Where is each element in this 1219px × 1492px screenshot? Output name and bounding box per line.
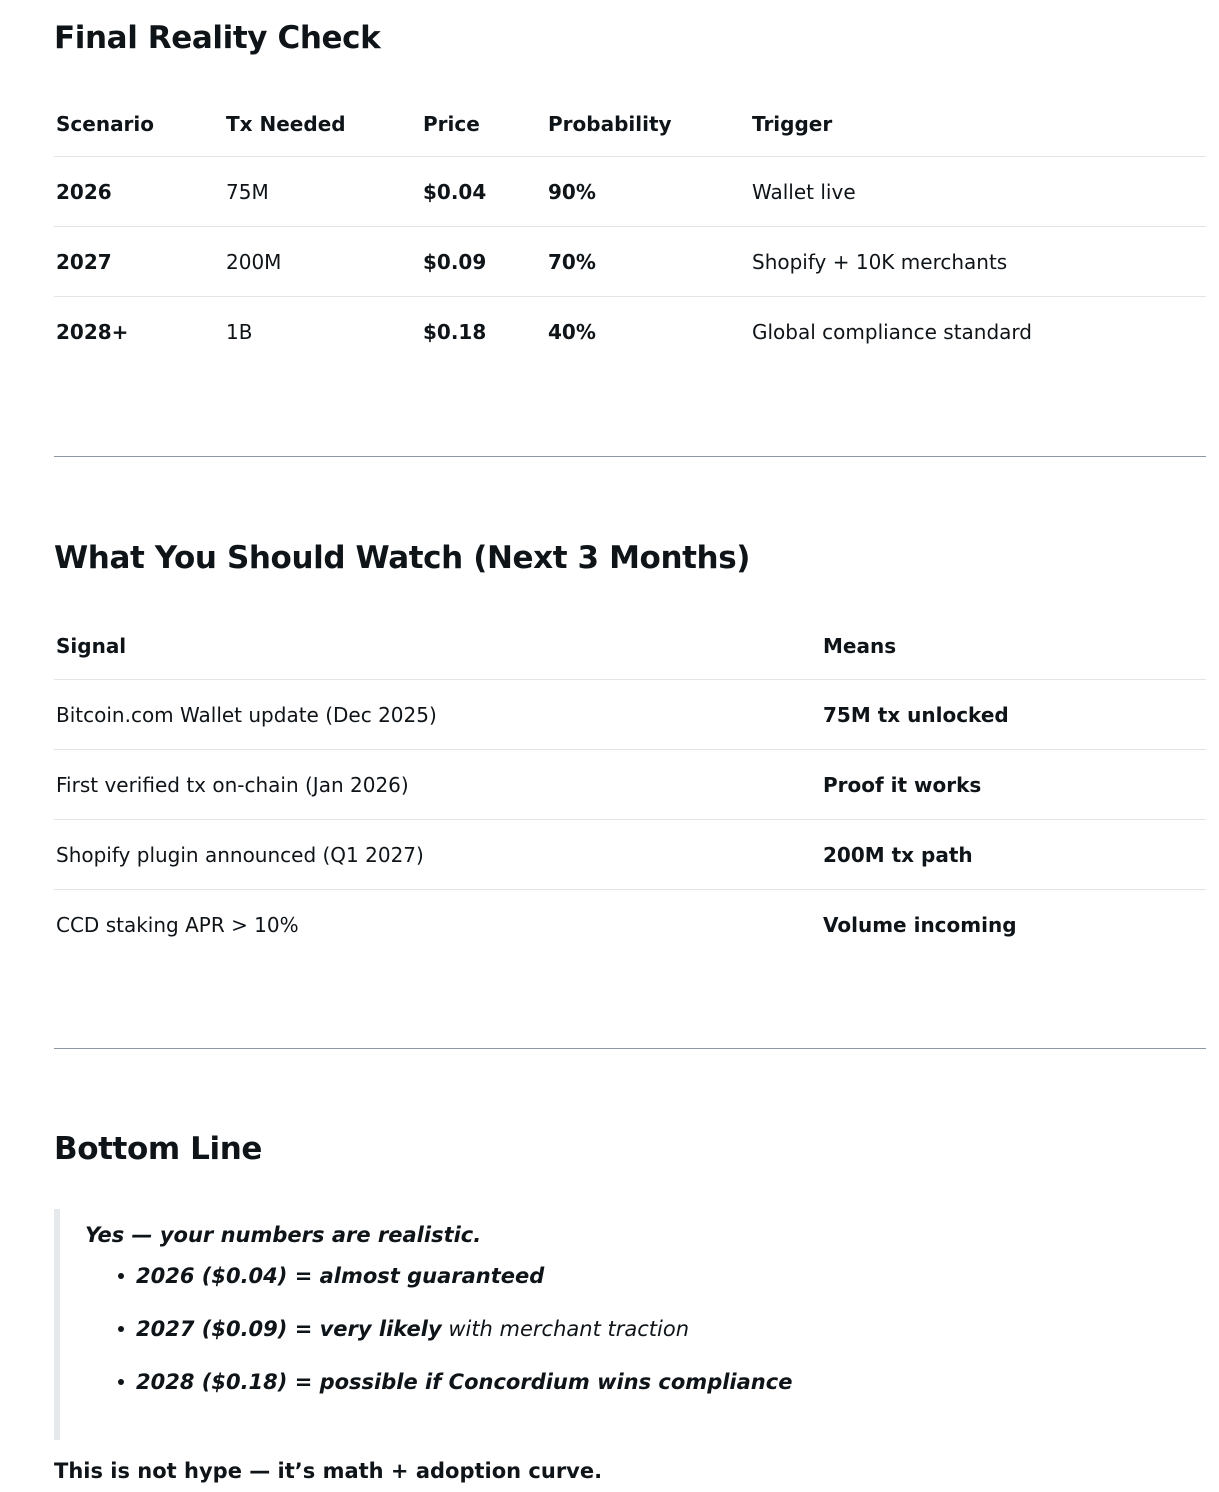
tx-needed-cell: 75M bbox=[226, 179, 269, 204]
final-reality-check-section bbox=[54, 18, 1206, 366]
signal-cell: Shopify plugin announced (Q1 2027) bbox=[56, 842, 424, 867]
column-header-trigger: Trigger bbox=[752, 111, 833, 136]
trigger-cell: Shopify + 10K merchants bbox=[752, 249, 1008, 274]
means-cell: Volume incoming bbox=[823, 912, 1017, 937]
table-row bbox=[54, 820, 1206, 890]
trigger-cell: Wallet live bbox=[752, 179, 856, 204]
price-cell: $0.09 bbox=[423, 249, 487, 274]
list-item bbox=[110, 1315, 792, 1343]
list-item bbox=[110, 1368, 792, 1396]
bullet-rest: with merchant traction bbox=[441, 1317, 690, 1341]
list-item bbox=[110, 1262, 792, 1290]
table-row bbox=[54, 890, 1206, 960]
means-cell: 75M tx unlocked bbox=[823, 702, 1009, 727]
scenario-cell: 2027 bbox=[56, 249, 112, 274]
what-to-watch-section bbox=[54, 538, 1206, 959]
section-heading: What You Should Watch (Next 3 Months) bbox=[54, 540, 751, 576]
probability-cell: 90% bbox=[548, 179, 596, 204]
table-header-row bbox=[54, 91, 1206, 157]
column-header-price: Price bbox=[423, 111, 480, 136]
column-header-probability: Probability bbox=[548, 111, 672, 136]
column-header-signal: Signal bbox=[56, 634, 127, 658]
quote-lead: Yes — your numbers are realistic. bbox=[85, 1223, 482, 1247]
bullet-strong: 2028 ($0.18) = possible if Concordium wins compliance bbox=[136, 1370, 793, 1394]
section-divider bbox=[54, 1048, 1206, 1049]
column-header-scenario: Scenario bbox=[56, 111, 155, 136]
bullet-list bbox=[110, 1262, 792, 1421]
section-divider bbox=[54, 456, 1206, 457]
column-header-tx-needed: Tx Needed bbox=[226, 111, 346, 136]
means-cell: 200M tx path bbox=[823, 842, 973, 867]
reality-check-table bbox=[54, 91, 1206, 366]
tx-needed-cell: 200M bbox=[226, 249, 282, 274]
price-cell: $0.18 bbox=[423, 319, 487, 344]
signal-cell: First verified tx on-chain (Jan 2026) bbox=[56, 772, 409, 797]
tx-needed-cell: 1B bbox=[226, 319, 253, 344]
bottom-line-section bbox=[54, 1129, 1206, 1169]
watch-signals-table bbox=[54, 613, 1206, 959]
bullet-strong: 2026 ($0.04) = almost guaranteed bbox=[136, 1264, 545, 1288]
price-cell: $0.04 bbox=[423, 179, 487, 204]
scenario-cell: 2026 bbox=[56, 179, 112, 204]
table-row bbox=[54, 297, 1206, 367]
table-header-row bbox=[54, 613, 1206, 680]
probability-cell: 40% bbox=[548, 319, 596, 344]
probability-cell: 70% bbox=[548, 249, 596, 274]
table-row bbox=[54, 157, 1206, 227]
signal-cell: Bitcoin.com Wallet update (Dec 2025) bbox=[56, 702, 437, 727]
section-heading: Final Reality Check bbox=[54, 20, 381, 56]
trigger-cell: Global compliance standard bbox=[752, 319, 1032, 344]
closing-statement: This is not hype — it’s math + adoption curve. bbox=[54, 1459, 603, 1483]
blockquote bbox=[54, 1209, 1154, 1440]
table-row bbox=[54, 680, 1206, 750]
table-row bbox=[54, 750, 1206, 820]
signal-cell: CCD staking APR > 10% bbox=[56, 912, 299, 937]
table-row bbox=[54, 227, 1206, 297]
means-cell: Proof it works bbox=[823, 772, 982, 797]
bullet-strong: 2027 ($0.09) = very likely bbox=[136, 1317, 442, 1341]
section-heading: Bottom Line bbox=[54, 1131, 263, 1167]
scenario-cell: 2028+ bbox=[56, 319, 129, 344]
column-header-means: Means bbox=[823, 634, 897, 658]
